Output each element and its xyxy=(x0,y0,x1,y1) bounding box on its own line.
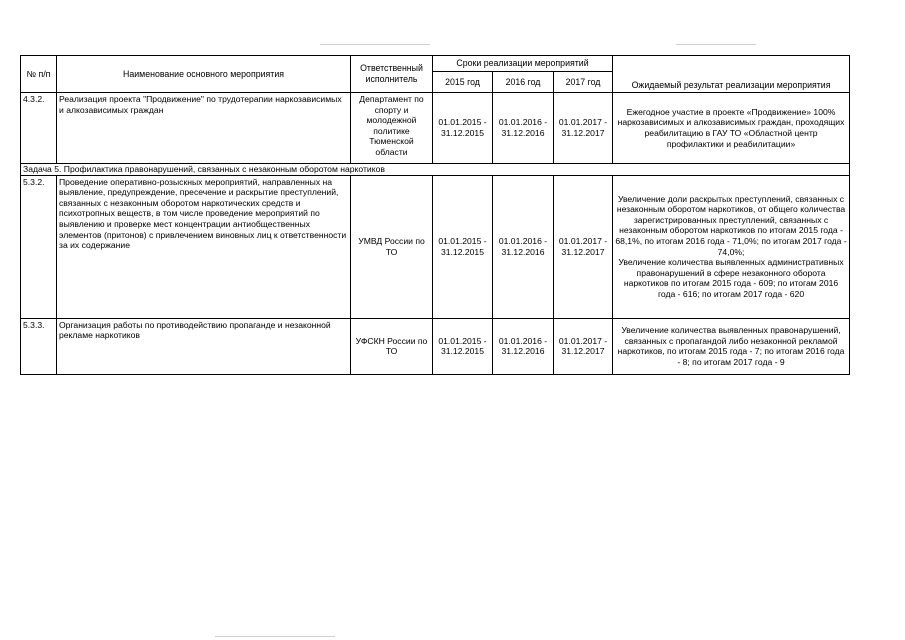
header-year-2015: 2015 год xyxy=(433,72,493,93)
task-row xyxy=(21,164,850,176)
row-num: 5.3.2. xyxy=(21,175,57,318)
row-responsible: УФСКН России по ТО xyxy=(351,318,433,374)
row-result: Ежегодное участие в проекте «Продвижение» 100% наркозависимых и алкозависимых граждан, проходящих реабилитацию в ГАУ ТО «Областной центр профилактики и реабилитации» xyxy=(613,93,850,164)
header-num: № п/п xyxy=(21,56,57,93)
header-year-2017: 2017 год xyxy=(554,72,613,93)
row-deadline-2015: 01.01.2015 - 31.12.2015 xyxy=(433,318,493,374)
header-deadlines: Сроки реализации мероприятий xyxy=(433,56,613,72)
row-deadline-2017: 01.01.2017 - 31.12.2017 xyxy=(554,318,613,374)
scan-artifact-top-right xyxy=(676,44,756,45)
header-name: Наименование основного мероприятия xyxy=(57,56,351,93)
row-responsible: Департамент по спорту и молодежной политике Тюменской области xyxy=(351,93,433,164)
row-deadline-2017: 01.01.2017 - 31.12.2017 xyxy=(554,175,613,318)
task-5-title: Задача 5. Профилактика правонарушений, связанных с незаконным оборотом наркотиков xyxy=(21,164,850,176)
row-deadline-2016: 01.01.2016 - 31.12.2016 xyxy=(493,175,554,318)
row-num: 4.3.2. xyxy=(21,93,57,164)
row-result xyxy=(613,175,850,318)
scan-artifact-top xyxy=(320,44,430,45)
row-deadline-2015: 01.01.2015 - 31.12.2015 xyxy=(433,93,493,164)
table-row xyxy=(21,318,850,374)
row-result: Увеличение количества выявленных правонарушений, связанных с пропагандой либо незаконной рекламой наркотиков, по итогам 2015 года - 7; по итогам 2016 года - 8; по итогам 2017 года - 9 xyxy=(613,318,850,374)
header-row-1 xyxy=(21,56,850,72)
row-name: Организация работы по противодействию пропаганде и незаконной рекламе наркотиков xyxy=(57,318,351,374)
table-row xyxy=(21,93,850,164)
scan-artifact-bottom xyxy=(215,636,335,637)
row-num: 5.3.3. xyxy=(21,318,57,374)
row-result-part-1: Увеличение доли раскрытых преступлений, связанных с незаконным оборотом наркотиков, от общего количества зарегистрированных преступлений, связанных с незаконным оборотом наркотиков по итогам 2015 года - 68,1%, по итогам 2016 года - 71,0%; по итогам 2017 года - 74,0%; xyxy=(615,193,847,257)
row-deadline-2015: 01.01.2015 - 31.12.2015 xyxy=(433,175,493,318)
row-result-part-2: Увеличение количества выявленных административных правонарушений в сфере незаконного оборота наркотиков по итогам 2015 года - 609; по итогам 2016 года - 616; по итогам 2017 года - 620 xyxy=(618,257,844,299)
row-deadline-2016: 01.01.2016 - 31.12.2016 xyxy=(493,93,554,164)
measures-table xyxy=(20,55,850,375)
row-name: Реализация проекта "Продвижение" по трудотерапии наркозависимых и алкозависимых граждан xyxy=(57,93,351,164)
row-name: Проведение оперативно-розыскных мероприятий, направленных на выявление, предупреждение, пресечение и раскрытие преступлений, связанных с незаконным оборотом наркотических средств и психотропных веществ, в том числе проведение мероприятий по выявлению и проверке мест концентрации антиобщественных элементов (притонов) с привлечением виновных лиц к ответственности за их содержание xyxy=(57,175,351,318)
header-year-2016: 2016 год xyxy=(493,72,554,93)
row-deadline-2016: 01.01.2016 - 31.12.2016 xyxy=(493,318,554,374)
table-row xyxy=(21,175,850,318)
header-responsible: Ответственный исполнитель xyxy=(351,56,433,93)
header-result: Ожидаемый результат реализации мероприятия xyxy=(613,56,850,93)
row-responsible: УМВД России по ТО xyxy=(351,175,433,318)
row-deadline-2017: 01.01.2017 - 31.12.2017 xyxy=(554,93,613,164)
